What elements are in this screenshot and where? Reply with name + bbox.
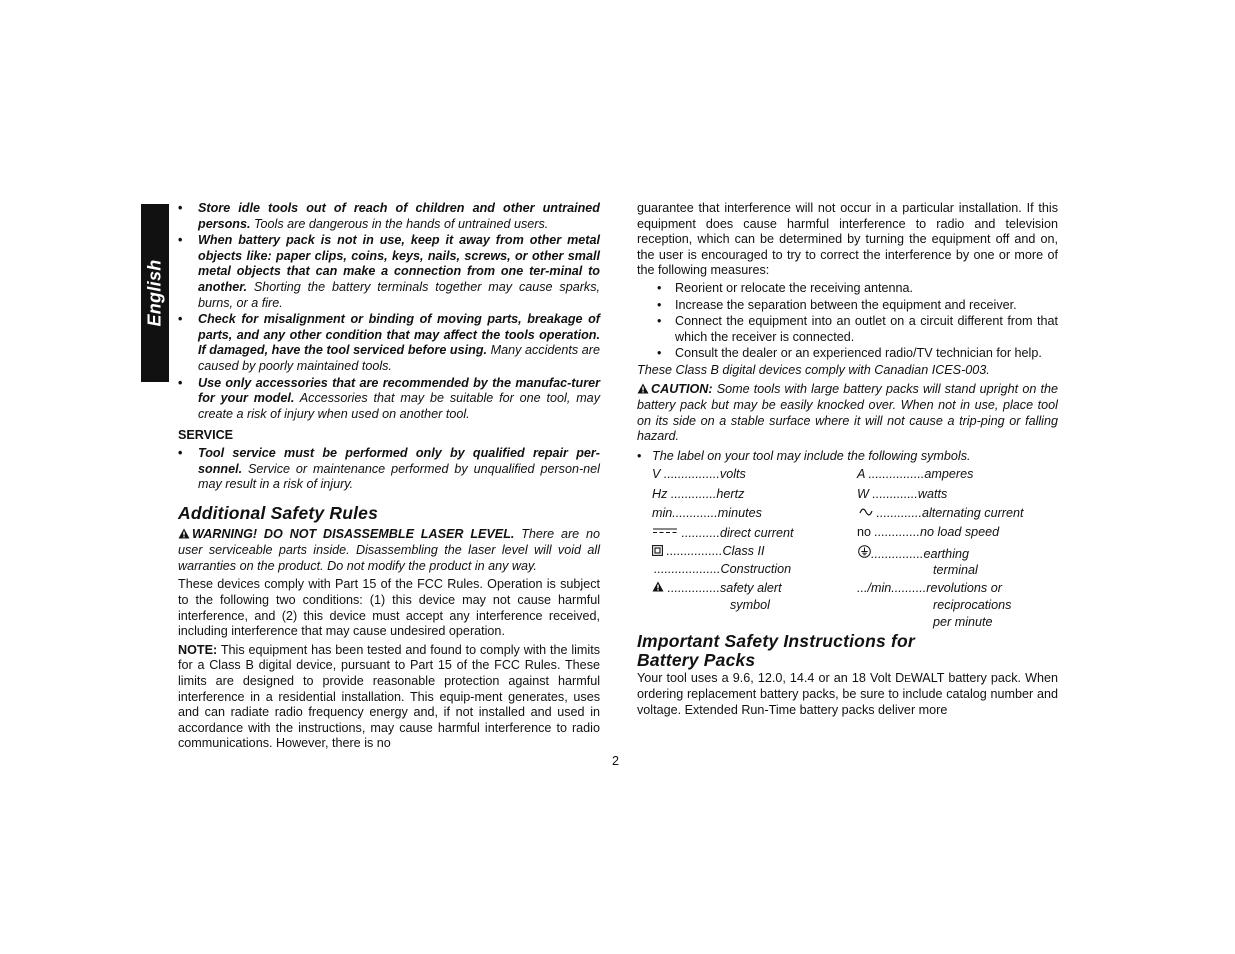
additional-safety-heading: Additional Safety Rules bbox=[178, 502, 379, 523]
bullet-item: • Use only accessories that are recommended by the manufac-turer for your model. Accessories that may be suitable for one tool, may create a risk of injury when used on another tool. bbox=[178, 375, 600, 421]
symbols-table bbox=[637, 467, 1058, 627]
symbol-minutes: min.............minutes bbox=[652, 505, 762, 520]
symbol-volts: V ................volts bbox=[652, 466, 746, 481]
symbol-earthing: ...............earthing bbox=[858, 545, 969, 563]
battery-paragraph: Your tool uses a 9.6, 12.0, 14.4 or an 18 Volt DEWALT battery pack. When ordering replacement battery packs, be sure to include catalog number and voltage. Extended Run-Time battery packs deliver more bbox=[637, 670, 1058, 717]
symbol-per-minute-cont-1: reciprocations bbox=[933, 597, 1012, 612]
safety-alert-icon bbox=[652, 581, 664, 595]
symbol-alternating-current: .............alternating current bbox=[859, 506, 1024, 522]
warning-paragraph: WARNING! DO NOT DISASSEMBLE LASER LEVEL. There are no user serviceable parts inside. Disassembling the laser level will void all warranties on the product. Do not modify the product in any way. bbox=[178, 526, 600, 573]
page-number: 2 bbox=[612, 754, 620, 768]
symbol-class-ii: ................Class II bbox=[652, 544, 764, 560]
list-item: • Reorient or relocate the receiving antenna. bbox=[657, 280, 914, 295]
safety-bullets bbox=[178, 201, 600, 422]
symbol-hertz: Hz .............hertz bbox=[652, 486, 745, 501]
direct-current-icon bbox=[652, 526, 678, 540]
right-column bbox=[637, 201, 1058, 718]
interference-paragraph: guarantee that interference will not occur in a particular installation. If this equipment does cause harmful interference to radio and television reception, which can be determined by turning the equipment off and on, the user is encouraged to try to correct the interference by one or more of the following measures: bbox=[637, 201, 1058, 278]
list-item: • Connect the equipment into an outlet on a circuit different from that which the receiver is connected. bbox=[657, 314, 1058, 344]
symbol-amperes: A ................amperes bbox=[857, 466, 974, 481]
bullet-item: • Store idle tools out of reach of children and other untrained persons. Tools are dangerous in the hands of untrained users. bbox=[178, 201, 600, 231]
measures-list bbox=[637, 281, 1058, 362]
important-safety-heading: Important Safety Instructions for Battery Packs bbox=[637, 630, 915, 670]
bullet-item: • Tool service must be performed only by qualified repair per-sonnel. Service or maintenance performed by unqualified person-nel may result in a risk of injury. bbox=[178, 445, 600, 492]
symbol-safety-alert-cont: symbol bbox=[730, 597, 770, 612]
symbol-per-minute-cont-2: per minute bbox=[933, 614, 993, 629]
class-ii-icon bbox=[652, 544, 663, 558]
symbols-lead: • The label on your tool may include the following symbols. bbox=[637, 448, 971, 463]
caution-paragraph: CAUTION: Some tools with large battery packs will stand upright on the battery pack but may be easily knocked over. When not in use, place tool on its side on a stable surface where it will not cause a trip-ping or falling hazard. bbox=[637, 381, 1058, 444]
language-tab-label: English bbox=[144, 259, 165, 327]
service-heading: SERVICE bbox=[178, 428, 234, 443]
list-item: • Increase the separation between the equipment and receiver. bbox=[657, 297, 1017, 312]
note-paragraph: NOTE: This equipment has been tested and found to comply with the limits for a Class B digital device, pursuant to Part 15 of the FCC Rules. These limits are designed to provide reasonable protection against harmful interference in a residential installation. This equip-ment generates, uses and can radiate radio frequency energy and, if not installed and used in accordance with the instructions, may cause harmful interference to radio communications. However, there is no bbox=[178, 642, 600, 751]
symbol-no-load-speed: no .............no load speed bbox=[857, 524, 1000, 539]
symbol-per-minute: .../min..........revolutions or bbox=[857, 580, 1002, 595]
left-column bbox=[178, 201, 600, 752]
fcc-paragraph: These devices comply with Part 15 of the FCC Rules. Operation is subject to the following two conditions: (1) this device may not cause harmful interference, and (2) this device must accept any interference received, including interference that may cause undesired operation. bbox=[178, 577, 600, 639]
language-tab bbox=[141, 204, 169, 382]
symbol-safety-alert: ...............safety alert bbox=[652, 581, 782, 597]
symbol-earthing-cont: terminal bbox=[933, 562, 978, 577]
ices-statement: These Class B digital devices comply with Canadian ICES-003. bbox=[637, 362, 990, 377]
service-bullets bbox=[178, 446, 600, 493]
symbol-construction: ...................Construction bbox=[654, 561, 792, 576]
earthing-icon bbox=[858, 547, 871, 561]
symbol-direct-current: ...........direct current bbox=[652, 526, 794, 542]
bullet-item: • When battery pack is not in use, keep it away from other metal objects like: paper clips, coins, keys, nails, screws, or other small metal objects that can make a connection from one ter-minal to another. Shorting the battery terminals together may cause sparks, burns, or a fire. bbox=[178, 233, 600, 310]
alternating-current-icon bbox=[859, 506, 873, 520]
warning-icon bbox=[178, 528, 190, 544]
bullet-item: • Check for misalignment or binding of moving parts, breakage of parts, and any other condition that may affect the tools operation. If damaged, have the tool serviced before using. Many accidents are caused by poorly maintained tools. bbox=[178, 312, 601, 373]
symbol-watts: W .............watts bbox=[857, 486, 948, 501]
caution-icon bbox=[637, 383, 649, 399]
list-item: • Consult the dealer or an experienced radio/TV technician for help. bbox=[657, 346, 1042, 361]
